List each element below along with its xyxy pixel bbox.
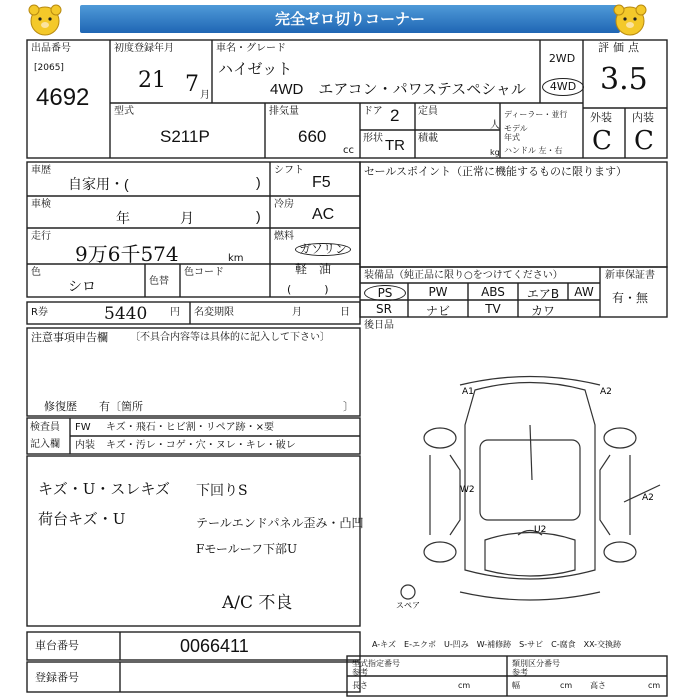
warranty-option: 有・無 bbox=[612, 291, 649, 305]
recycle-unit: 円 bbox=[170, 307, 180, 318]
equip-airbag: エアB bbox=[526, 287, 560, 301]
name-label: 車名・グレード bbox=[216, 43, 286, 54]
damage-legend: A-キズ E-エクボ U-凹み W-補修跡 S-サビ C-腐食 XX-交換跡 bbox=[372, 640, 622, 649]
mark-a2: A2 bbox=[600, 387, 612, 397]
inspector-label2: 記入欄 bbox=[30, 439, 60, 450]
first-reg-label: 初度登録年月 bbox=[114, 43, 174, 54]
displacement-unit: cc bbox=[343, 145, 354, 156]
spare-label: スペア bbox=[396, 601, 420, 610]
inspector-interior: 内装 bbox=[75, 440, 95, 451]
mark-a2-side: A2 bbox=[642, 493, 654, 503]
load-label: 積載 bbox=[418, 133, 438, 144]
interior-label: 内装 bbox=[632, 111, 654, 124]
inspection-close: ) bbox=[256, 208, 261, 224]
truck-damage-diagram bbox=[360, 330, 667, 630]
mileage-value: 9万6千574 bbox=[75, 242, 179, 266]
dealer-label: ディーラー・並行 bbox=[504, 110, 568, 119]
ref-label-2: 参考 bbox=[512, 668, 528, 677]
notes-label: 注意事項申告欄 bbox=[31, 331, 108, 344]
history-close: ) bbox=[256, 174, 261, 190]
hand-note-2: 荷台キズ・U bbox=[38, 510, 126, 528]
drive-4wd: 4WD bbox=[542, 78, 584, 96]
repair-history: 修復歴 有〔箇所 bbox=[44, 400, 143, 413]
exterior-grade: C bbox=[592, 126, 612, 156]
displacement-label: 排気量 bbox=[269, 106, 299, 117]
chassis-label: 車台番号 bbox=[35, 639, 79, 652]
dim-height: 高さ bbox=[590, 681, 606, 690]
ref-label-1: 参考 bbox=[352, 668, 368, 677]
hand-note-1: キズ・U・スレキズ bbox=[38, 480, 171, 498]
shift-label: シフト bbox=[274, 165, 304, 176]
dim-width-unit: cm bbox=[560, 681, 573, 690]
mark-a1: A1 bbox=[462, 387, 474, 397]
doors-label: ドア bbox=[363, 106, 383, 117]
dealer-handle: ハンドル 左・右 bbox=[504, 146, 563, 155]
mileage-unit: km bbox=[228, 253, 244, 264]
recycle-value: 5440 bbox=[104, 304, 148, 324]
lot-number: 4692 bbox=[36, 84, 90, 111]
mark-u2: U2 bbox=[534, 525, 547, 535]
lot-label: 出品番号 bbox=[31, 43, 71, 54]
fuel-paren: ( ) bbox=[287, 283, 329, 296]
inspection-year: 年 bbox=[116, 210, 130, 226]
shift-value: F5 bbox=[312, 174, 331, 191]
title-deadline-month: 月 bbox=[292, 307, 302, 318]
first-reg-month-unit: 月 bbox=[200, 90, 210, 101]
fuel-gasoline-circled: ガソリン bbox=[295, 243, 351, 256]
score-value: 3.5 bbox=[600, 62, 648, 97]
body-type-label: 形状 bbox=[363, 133, 383, 144]
equip-leather: カワ bbox=[530, 304, 555, 318]
displacement-value: 660 bbox=[298, 127, 327, 146]
inspector-row2: キズ・汚レ・コゲ・穴・ヌレ・キレ・破レ bbox=[106, 440, 296, 451]
type-spec-label: 型式指定番号 bbox=[352, 659, 400, 668]
equip-ps-circled: PS bbox=[364, 285, 406, 301]
score-label: 評価点 bbox=[598, 41, 643, 54]
new-warranty-label: 新車保証書 bbox=[605, 270, 655, 281]
color-change-label: 色替 bbox=[149, 276, 169, 287]
hand-note-5: Fモールーフ下部U bbox=[196, 542, 298, 556]
aircon-label: 冷房 bbox=[274, 199, 294, 210]
aircon-value: AC bbox=[312, 206, 335, 223]
first-reg-month: 7 bbox=[185, 72, 199, 97]
back-note-label: 後日品 bbox=[364, 320, 394, 331]
car-model: ハイゼット bbox=[218, 61, 293, 78]
title-deadline-label: 名変期限 bbox=[194, 307, 234, 318]
recycle-label: R券 bbox=[31, 307, 48, 318]
equip-tv: TV bbox=[485, 302, 501, 316]
model-code-value: S211P bbox=[160, 127, 210, 146]
dealer-model: モデル bbox=[504, 124, 528, 133]
hand-note-3: 下回りS bbox=[196, 483, 248, 499]
notes-sub: 〔不具合内容等は具体的に記入して下さい〕 bbox=[130, 332, 330, 343]
inspection-label: 車検 bbox=[31, 199, 51, 210]
registration-label: 登録番号 bbox=[35, 671, 79, 684]
model-code-label: 型式 bbox=[114, 106, 134, 117]
dim-length: 長さ bbox=[352, 681, 368, 690]
fuel-diesel: 軽 油 bbox=[295, 262, 332, 276]
interior-grade: C bbox=[634, 126, 654, 156]
mileage-label: 走行 bbox=[31, 231, 51, 242]
drive-2wd: 2WD bbox=[548, 52, 576, 65]
inspector-fw: FW bbox=[75, 422, 91, 433]
history-value: 自家用・( bbox=[68, 176, 129, 192]
dim-length-unit: cm bbox=[458, 681, 471, 690]
chassis-number: 0066411 bbox=[180, 636, 249, 656]
fuel-label: 燃料 bbox=[274, 231, 294, 242]
first-reg-year: 21 bbox=[138, 68, 166, 93]
class-code-label: 類別区分番号 bbox=[512, 659, 560, 668]
equip-abs: ABS bbox=[481, 285, 505, 299]
inspection-month: 月 bbox=[180, 210, 194, 226]
color-value: シロ bbox=[68, 278, 96, 294]
car-grade: 4WD エアコン・パワステスペシャル bbox=[270, 81, 526, 98]
load-unit: kg bbox=[490, 148, 500, 157]
body-type-value: TR bbox=[385, 137, 405, 154]
lot-sub: [2065] bbox=[34, 63, 64, 73]
hand-note-4: テールエンドパネル歪み・凸凹 bbox=[196, 516, 364, 530]
color-label: 色 bbox=[31, 267, 41, 278]
title-deadline-day: 日 bbox=[340, 307, 350, 318]
history-label: 車歴 bbox=[31, 165, 51, 176]
color-code-label: 色コード bbox=[184, 267, 224, 278]
inspector-row1: キズ・飛石・ヒビ割・リペア跡・×要 bbox=[106, 422, 274, 433]
equipment-label: 装備品（純正品に限り○をつけてください） bbox=[364, 270, 563, 281]
equip-pw: PW bbox=[428, 285, 448, 299]
dealer-year: 年式 bbox=[504, 133, 520, 142]
dim-height-unit: cm bbox=[648, 681, 661, 690]
sales-point-label: セールスポイント（正常に機能するものに限ります） bbox=[364, 165, 628, 178]
capacity-unit: 人 bbox=[490, 120, 500, 131]
hand-note-6: A/C 不良 bbox=[222, 593, 293, 613]
exterior-label: 外装 bbox=[590, 111, 612, 124]
repair-history-close: 〕 bbox=[343, 400, 354, 413]
doors-value: 2 bbox=[390, 106, 400, 125]
header-title: 完全ゼロ切りコーナー bbox=[274, 10, 425, 28]
mark-w2: W2 bbox=[460, 485, 475, 495]
equip-aw: AW bbox=[574, 285, 594, 299]
capacity-label: 定員 bbox=[418, 106, 438, 117]
equip-sr: SR bbox=[376, 302, 392, 316]
dim-width: 幅 bbox=[512, 681, 520, 690]
inspector-label1: 検査員 bbox=[30, 422, 60, 433]
equip-navi: ナビ bbox=[425, 304, 450, 318]
